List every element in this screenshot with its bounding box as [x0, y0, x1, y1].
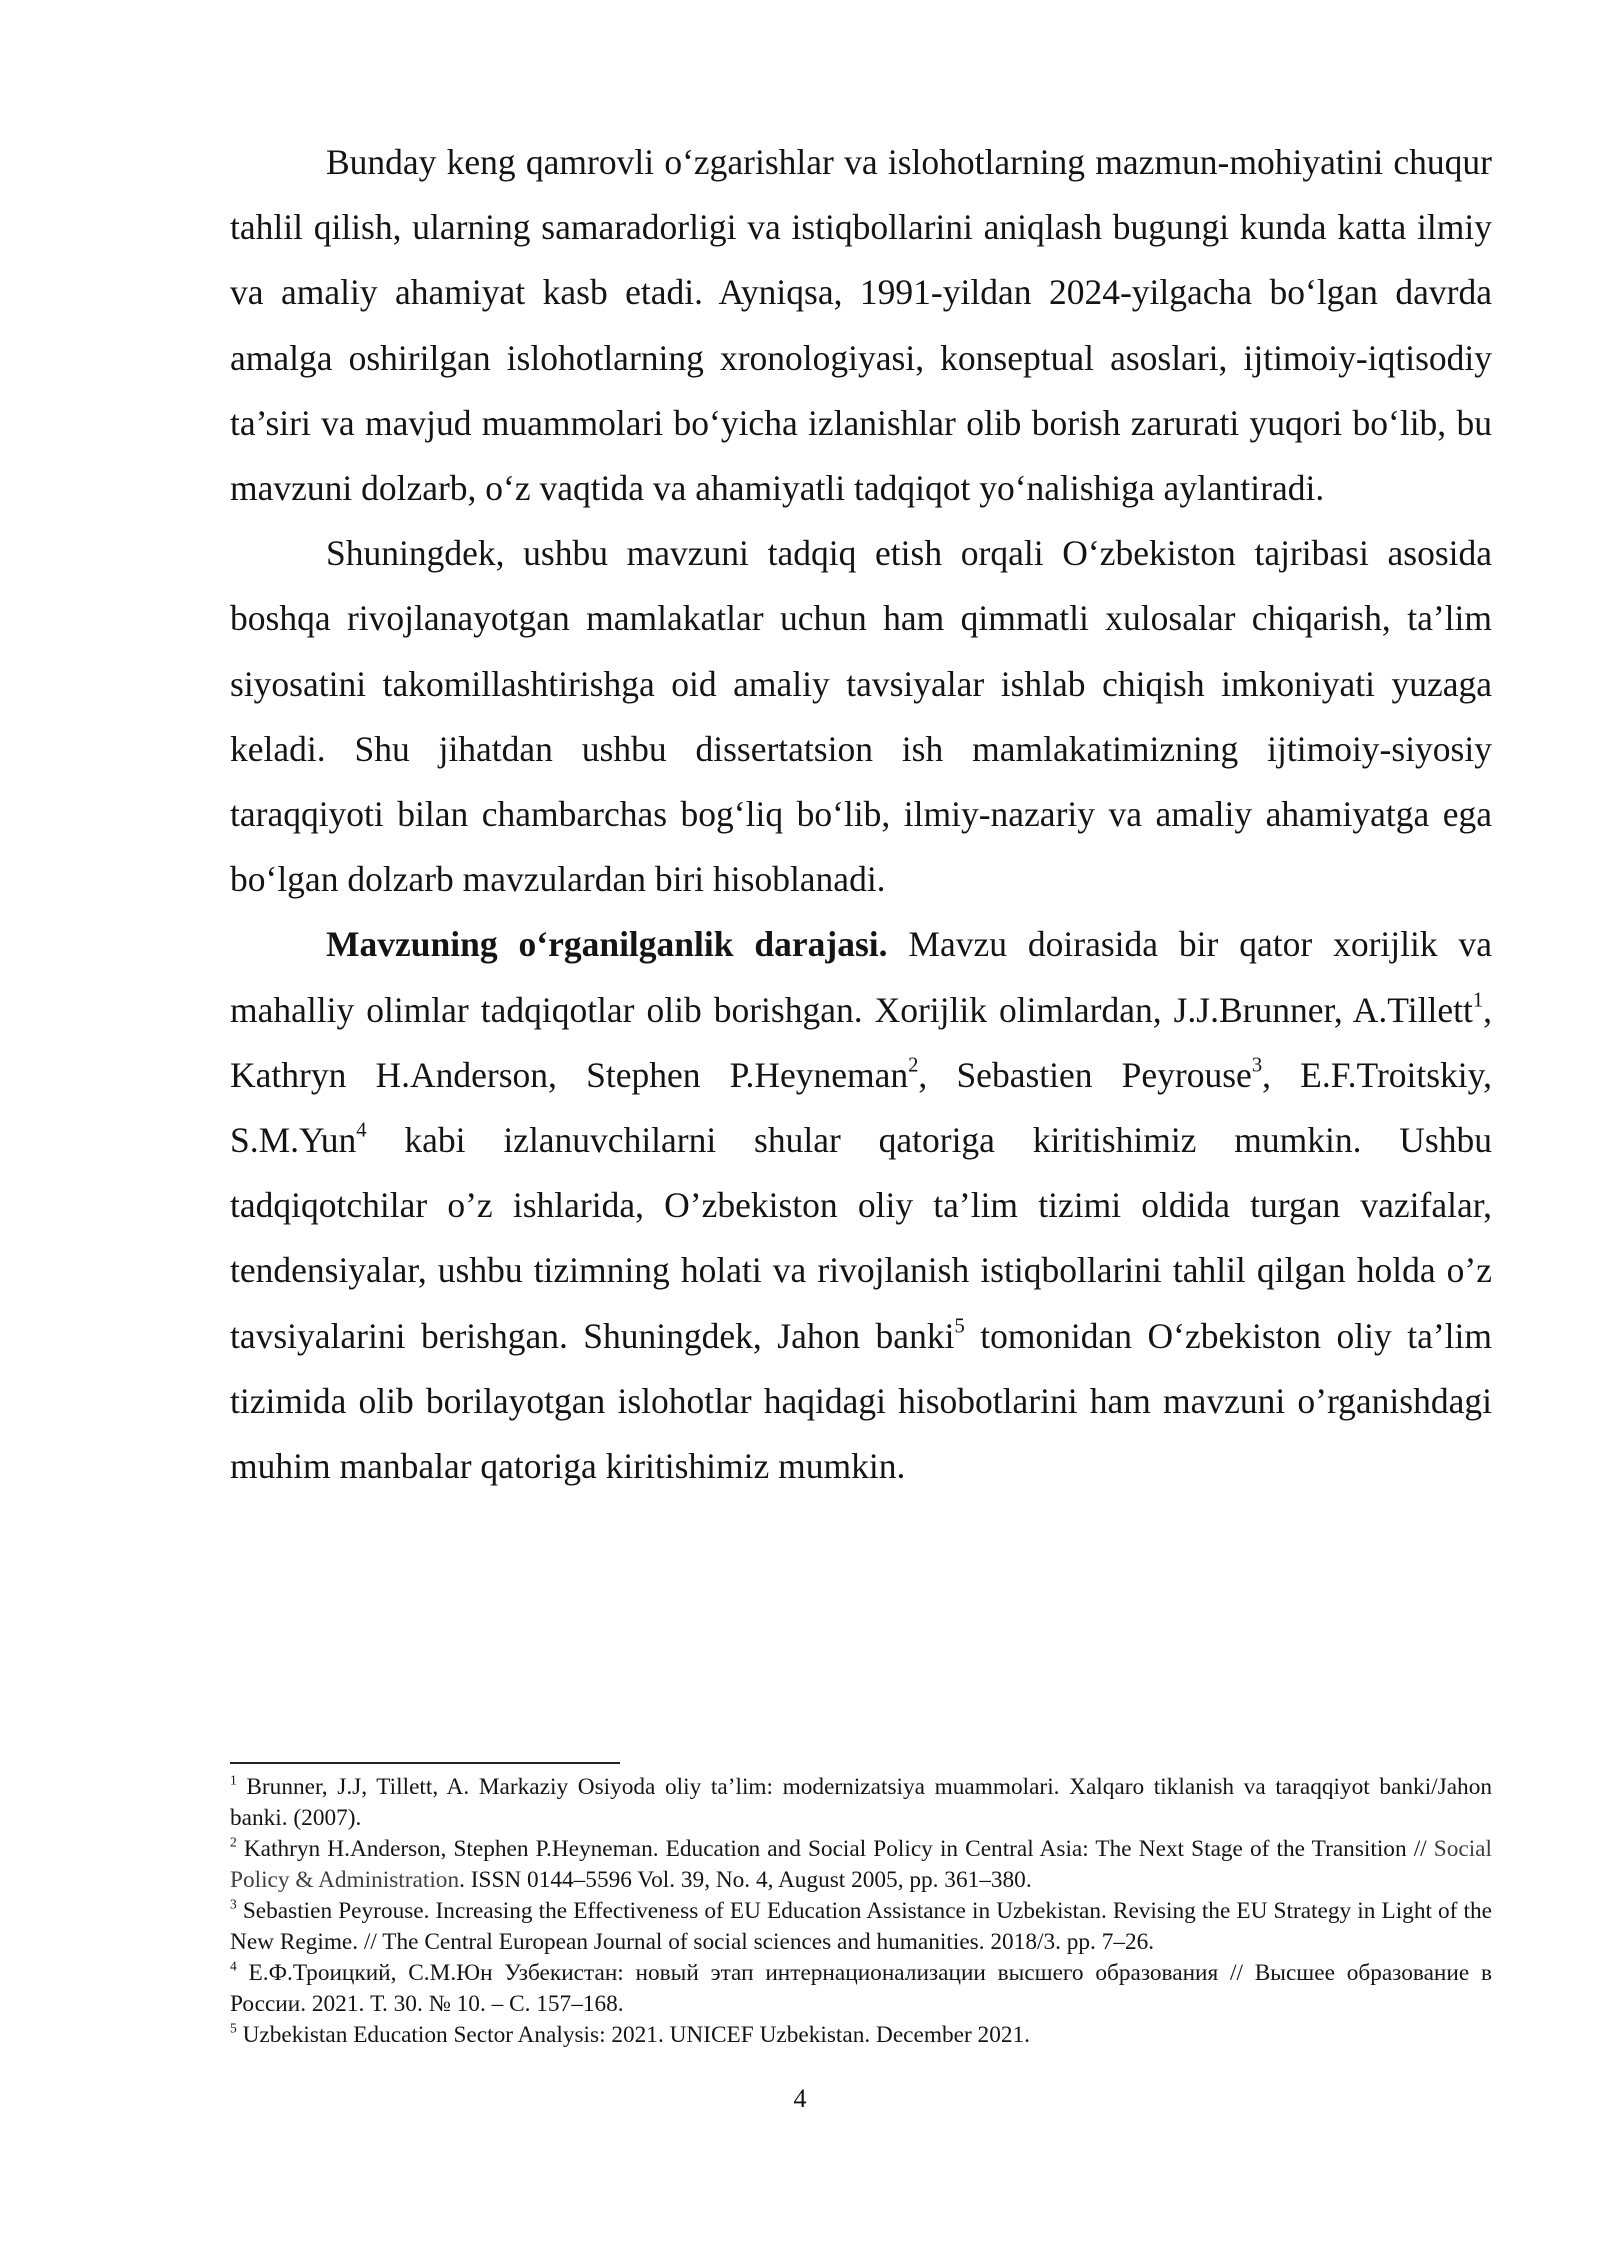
footnote-ref-4[interactable]: 4 — [356, 1119, 367, 1142]
footnote-text: Uzbekistan Education Sector Analysis: 2021. UNICEF Uzbekistan. December 2021. — [236, 2022, 1030, 2048]
footnote-ref-3[interactable]: 3 — [1251, 1054, 1263, 1077]
paragraph-2: Shuningdek, ushbu mavzuni tadqiq etish orqali O‘zbekiston tajribasi asosida boshqa rivojlanayotgan mamlakatlar uchun ham qimmatli xulosalar chiqarish, ta’lim siyosatini takomillashtirishga oid amaliy tavsiyalar ishlab chiqish imkoniyati yuzaga keladi. Shu jihatdan ushbu dissertatsion ish mamlakatimizning ijtimoiy-siyosiy taraqqiyoti bilan chambarchas bog‘liq bo‘lib, ilmiy-nazariy va amaliy ahamiyatga ega bo‘lgan dolzarb mavzulardan biri hisoblanadi. — [230, 533, 1492, 900]
footnote-number: 4 — [230, 1958, 237, 1974]
footnote-separator — [230, 1762, 620, 1764]
paragraph-3-text: , E.F.Troitskiy, S.M.Yun — [230, 1054, 1492, 1161]
footnote-text: Kathryn H.Anderson, Stephen P.Heyneman. Education and Social Policy in Central Asia: The Next Stage of the Transition // — [236, 1836, 1434, 1862]
footnote-ref-1[interactable]: 1 — [1472, 989, 1484, 1012]
footnote-4 — [230, 1958, 1492, 2020]
footnote-3 — [230, 1896, 1492, 1958]
paragraph-3-text: tomonidan O‘zbekiston oliy ta’lim tizimida olib borilayotgan islohotlar haqidagi hisobotlarini ham mavzuni o’rganishdagi muhim manbalar qatoriga kiritishimiz mumkin. — [230, 1315, 1492, 1487]
main-text — [230, 130, 1492, 1499]
journal-title: Social Policy & Administration — [230, 1836, 1492, 1893]
footnote-text: . ISSN 0144–5596 Vol. 39, No. 4, August 2005, pp. 361–380. — [459, 1867, 1032, 1893]
paragraph-3-text: , Sebastien Peyrouse — [918, 1054, 1252, 1095]
page-number: 4 — [793, 2084, 807, 2113]
footnote-ref-2[interactable]: 2 — [908, 1054, 919, 1077]
footnote-number: 3 — [230, 1896, 237, 1912]
footnote-text: Sebastien Peyrouse. Increasing the Effectiveness of EU Education Assistance in Uzbekistan. Revising the EU Strategy in Light of the New Regime. // The Central European Journal of social sciences and humanities. 2018/3. pp. 7–26. — [230, 1898, 1492, 1955]
paragraph-3 — [230, 912, 1492, 1499]
paragraph-3-text: Mavzu doirasida bir qator xorijlik va mahalliy olimlar tadqiqotlar olib borishgan. Xorijlik olimlardan, J.J.Brunner, A.Tillett — [230, 924, 1492, 1030]
footnote-1 — [230, 1772, 1492, 1834]
footnote-5 — [230, 2020, 1492, 2051]
paragraph-1: Bunday keng qamrovli o‘zgarishlar va islohotlarning mazmun-mohiyatini chuqur tahlil qilish, ularning samaradorligi va istiqbollarini aniqlash bugungi kunda katta ilmiy va amaliy ahamiyat kasb etadi. Ayniqsa, 1991-yildan 2024-yilgacha bo‘lgan davrda amalga oshirilgan islohotlarning xronologiyasi, konseptual asoslari, ijtimoiy-iqtisodiy ta’siri va mavjud muammolari bo‘yicha izlanishlar olib borish zarurati yuqori bo‘lib, bu mavzuni dolzarb, o‘z vaqtida va ahamiyatli tadqiqot yo‘nalishiga aylantiradi. — [230, 142, 1492, 509]
footnote-ref-5[interactable]: 5 — [954, 1315, 965, 1338]
paragraph-3-text: , Kathryn H.Anderson, Stephen P.Heyneman — [230, 989, 1492, 1095]
footnotes — [230, 1772, 1492, 2051]
section-heading: Mavzuning o‘rganilganlik darajasi. — [326, 924, 888, 965]
paragraph-3-text: kabi izlanuvchilarni shular qatoriga kiritishimiz mumkin. Ushbu tadqiqotchilar o’z ishlarida, O’zbekiston oliy ta’lim tizimi oldida turgan vazifalar, tendensiyalar, ushbu tizimning holati va rivojlanish istiqbollarini tahlil qilgan holda o’z tavsiyalarini berishgan. Shuningdek, Jahon banki — [230, 1120, 1492, 1356]
footnote-text: Е.Ф.Троицкий, С.М.Юн Узбекистан: новый этап интернационализации высшего образования // Высшее образование в России. 2021. Т. 30. № 10. – С. 157–168. — [230, 1960, 1492, 2017]
footnote-number: 2 — [230, 1834, 237, 1850]
footnote-number: 1 — [230, 1772, 237, 1788]
footnote-text: Brunner, J.J, Tillett, A. Markaziy Osiyoda oliy ta’lim: modernizatsiya muammolari. Xalqaro tiklanish va taraqqiyot banki/Jahon banki. (2007). — [230, 1774, 1492, 1831]
footnote-2 — [230, 1834, 1492, 1896]
footnote-number: 5 — [230, 2020, 237, 2036]
